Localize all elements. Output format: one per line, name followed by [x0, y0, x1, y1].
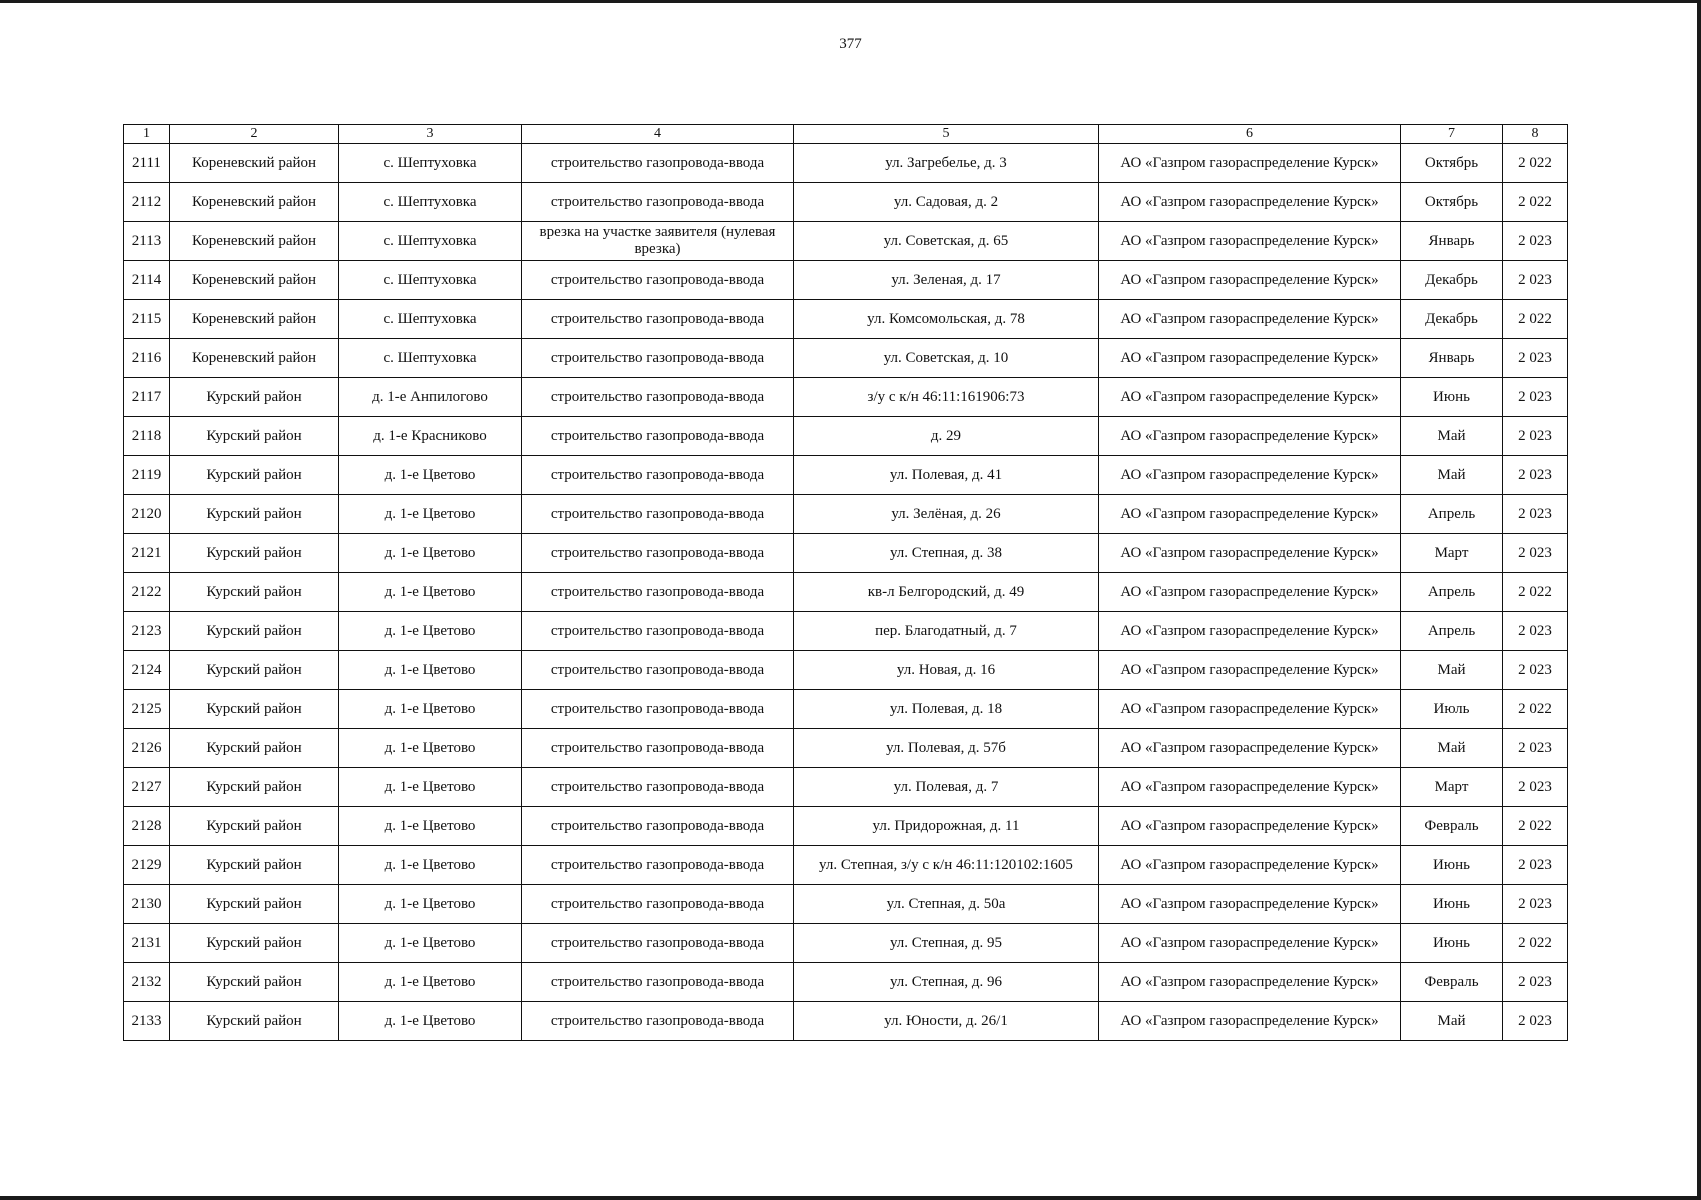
row-number: 2121: [124, 534, 170, 573]
year-cell: 2 023: [1503, 885, 1568, 924]
address-cell: ул. Советская, д. 10: [794, 339, 1099, 378]
gasification-schedule-table: [123, 124, 1568, 1041]
settlement-cell: д. 1-е Цветово: [339, 885, 522, 924]
settlement-cell: с. Шептуховка: [339, 339, 522, 378]
organization-cell: АО «Газпром газораспределение Курск»: [1099, 924, 1401, 963]
work-type-cell: врезка на участке заявителя (нулевая врезка): [522, 222, 794, 261]
settlement-cell: д. 1-е Цветово: [339, 690, 522, 729]
row-number: 2124: [124, 651, 170, 690]
table-row: [124, 183, 1568, 222]
address-cell: ул. Новая, д. 16: [794, 651, 1099, 690]
table-row: [124, 495, 1568, 534]
settlement-cell: с. Шептуховка: [339, 222, 522, 261]
district-cell: Курский район: [170, 768, 339, 807]
address-cell: ул. Придорожная, д. 11: [794, 807, 1099, 846]
district-cell: Кореневский район: [170, 222, 339, 261]
settlement-cell: д. 1-е Цветово: [339, 924, 522, 963]
row-number: 2126: [124, 729, 170, 768]
settlement-cell: д. 1-е Цветово: [339, 573, 522, 612]
table-row: [124, 1002, 1568, 1041]
address-cell: ул. Степная, д. 38: [794, 534, 1099, 573]
address-cell: ул. Полевая, д. 18: [794, 690, 1099, 729]
table-row: [124, 885, 1568, 924]
work-type-cell: строительство газопровода-ввода: [522, 417, 794, 456]
scan-border-bottom: [0, 1196, 1701, 1200]
organization-cell: АО «Газпром газораспределение Курск»: [1099, 378, 1401, 417]
address-cell: ул. Зеленая, д. 17: [794, 261, 1099, 300]
organization-cell: АО «Газпром газораспределение Курск»: [1099, 690, 1401, 729]
address-cell: ул. Комсомольская, д. 78: [794, 300, 1099, 339]
address-cell: пер. Благодатный, д. 7: [794, 612, 1099, 651]
month-cell: Июнь: [1401, 378, 1503, 417]
table-row: [124, 456, 1568, 495]
month-cell: Май: [1401, 729, 1503, 768]
address-cell: з/у с к/н 46:11:161906:73: [794, 378, 1099, 417]
column-number: 8: [1503, 125, 1568, 144]
page-number: 377: [839, 36, 862, 52]
work-type-cell: строительство газопровода-ввода: [522, 924, 794, 963]
organization-cell: АО «Газпром газораспределение Курск»: [1099, 1002, 1401, 1041]
organization-cell: АО «Газпром газораспределение Курск»: [1099, 417, 1401, 456]
month-cell: Май: [1401, 651, 1503, 690]
month-cell: Февраль: [1401, 807, 1503, 846]
table-row: [124, 261, 1568, 300]
year-cell: 2 022: [1503, 573, 1568, 612]
address-cell: ул. Полевая, д. 41: [794, 456, 1099, 495]
table-row: [124, 963, 1568, 1002]
row-number: 2116: [124, 339, 170, 378]
month-cell: Июнь: [1401, 924, 1503, 963]
table-row: [124, 846, 1568, 885]
row-number: 2123: [124, 612, 170, 651]
year-cell: 2 023: [1503, 768, 1568, 807]
year-cell: 2 022: [1503, 690, 1568, 729]
year-cell: 2 023: [1503, 456, 1568, 495]
work-type-cell: строительство газопровода-ввода: [522, 963, 794, 1002]
row-number: 2127: [124, 768, 170, 807]
table-row: [124, 768, 1568, 807]
work-type-cell: строительство газопровода-ввода: [522, 378, 794, 417]
row-number: 2129: [124, 846, 170, 885]
scan-border-right: [1697, 0, 1701, 1200]
work-type-cell: строительство газопровода-ввода: [522, 183, 794, 222]
organization-cell: АО «Газпром газораспределение Курск»: [1099, 300, 1401, 339]
settlement-cell: д. 1-е Цветово: [339, 729, 522, 768]
month-cell: Май: [1401, 1002, 1503, 1041]
organization-cell: АО «Газпром газораспределение Курск»: [1099, 651, 1401, 690]
table-row: [124, 378, 1568, 417]
column-number: 4: [522, 125, 794, 144]
address-cell: ул. Загребелье, д. 3: [794, 144, 1099, 183]
year-cell: 2 022: [1503, 300, 1568, 339]
table-row: [124, 573, 1568, 612]
district-cell: Кореневский район: [170, 144, 339, 183]
district-cell: Курский район: [170, 612, 339, 651]
settlement-cell: с. Шептуховка: [339, 144, 522, 183]
row-number: 2115: [124, 300, 170, 339]
row-number: 2128: [124, 807, 170, 846]
address-cell: ул. Полевая, д. 57б: [794, 729, 1099, 768]
settlement-cell: д. 1-е Цветово: [339, 495, 522, 534]
row-number: 2112: [124, 183, 170, 222]
district-cell: Курский район: [170, 573, 339, 612]
district-cell: Курский район: [170, 378, 339, 417]
address-cell: ул. Советская, д. 65: [794, 222, 1099, 261]
year-cell: 2 023: [1503, 534, 1568, 573]
column-number: 3: [339, 125, 522, 144]
address-cell: ул. Степная, д. 96: [794, 963, 1099, 1002]
table-row: [124, 222, 1568, 261]
settlement-cell: д. 1-е Цветово: [339, 846, 522, 885]
column-number: 6: [1099, 125, 1401, 144]
year-cell: 2 022: [1503, 924, 1568, 963]
row-number: 2111: [124, 144, 170, 183]
organization-cell: АО «Газпром газораспределение Курск»: [1099, 768, 1401, 807]
address-cell: ул. Степная, з/у с к/н 46:11:120102:1605: [794, 846, 1099, 885]
year-cell: 2 023: [1503, 417, 1568, 456]
district-cell: Курский район: [170, 885, 339, 924]
address-cell: ул. Юности, д. 26/1: [794, 1002, 1099, 1041]
table-row: [124, 924, 1568, 963]
work-type-cell: строительство газопровода-ввода: [522, 690, 794, 729]
month-cell: Октябрь: [1401, 144, 1503, 183]
year-cell: 2 022: [1503, 807, 1568, 846]
work-type-cell: строительство газопровода-ввода: [522, 846, 794, 885]
organization-cell: АО «Газпром газораспределение Курск»: [1099, 261, 1401, 300]
table-row: [124, 339, 1568, 378]
row-number: 2132: [124, 963, 170, 1002]
settlement-cell: д. 1-е Цветово: [339, 807, 522, 846]
column-number: 7: [1401, 125, 1503, 144]
year-cell: 2 023: [1503, 222, 1568, 261]
table-header: [124, 125, 1568, 144]
table-row: [124, 807, 1568, 846]
work-type-cell: строительство газопровода-ввода: [522, 651, 794, 690]
table-row: [124, 612, 1568, 651]
settlement-cell: с. Шептуховка: [339, 300, 522, 339]
address-cell: ул. Зелёная, д. 26: [794, 495, 1099, 534]
work-type-cell: строительство газопровода-ввода: [522, 144, 794, 183]
settlement-cell: д. 1-е Анпилогово: [339, 378, 522, 417]
district-cell: Курский район: [170, 807, 339, 846]
address-cell: кв-л Белгородский, д. 49: [794, 573, 1099, 612]
row-number: 2125: [124, 690, 170, 729]
table-row: [124, 300, 1568, 339]
organization-cell: АО «Газпром газораспределение Курск»: [1099, 573, 1401, 612]
year-cell: 2 023: [1503, 261, 1568, 300]
work-type-cell: строительство газопровода-ввода: [522, 573, 794, 612]
work-type-cell: строительство газопровода-ввода: [522, 807, 794, 846]
district-cell: Кореневский район: [170, 339, 339, 378]
address-cell: ул. Степная, д. 50а: [794, 885, 1099, 924]
month-cell: Октябрь: [1401, 183, 1503, 222]
settlement-cell: д. 1-е Цветово: [339, 1002, 522, 1041]
organization-cell: АО «Газпром газораспределение Курск»: [1099, 495, 1401, 534]
address-cell: д. 29: [794, 417, 1099, 456]
row-number: 2131: [124, 924, 170, 963]
work-type-cell: строительство газопровода-ввода: [522, 339, 794, 378]
district-cell: Курский район: [170, 924, 339, 963]
year-cell: 2 023: [1503, 495, 1568, 534]
settlement-cell: д. 1-е Цветово: [339, 612, 522, 651]
month-cell: Январь: [1401, 222, 1503, 261]
organization-cell: АО «Газпром газораспределение Курск»: [1099, 183, 1401, 222]
month-cell: Апрель: [1401, 495, 1503, 534]
address-cell: ул. Садовая, д. 2: [794, 183, 1099, 222]
organization-cell: АО «Газпром газораспределение Курск»: [1099, 339, 1401, 378]
work-type-cell: строительство газопровода-ввода: [522, 534, 794, 573]
table-row: [124, 690, 1568, 729]
year-cell: 2 023: [1503, 651, 1568, 690]
month-cell: Апрель: [1401, 573, 1503, 612]
month-cell: Декабрь: [1401, 261, 1503, 300]
work-type-cell: строительство газопровода-ввода: [522, 768, 794, 807]
table-row: [124, 729, 1568, 768]
organization-cell: АО «Газпром газораспределение Курск»: [1099, 729, 1401, 768]
organization-cell: АО «Газпром газораспределение Курск»: [1099, 807, 1401, 846]
work-type-cell: строительство газопровода-ввода: [522, 300, 794, 339]
table-row: [124, 534, 1568, 573]
district-cell: Курский район: [170, 417, 339, 456]
month-cell: Март: [1401, 768, 1503, 807]
district-cell: Кореневский район: [170, 261, 339, 300]
work-type-cell: строительство газопровода-ввода: [522, 729, 794, 768]
year-cell: 2 023: [1503, 963, 1568, 1002]
month-cell: Февраль: [1401, 963, 1503, 1002]
scan-border-top: [0, 0, 1701, 3]
settlement-cell: д. 1-е Цветово: [339, 456, 522, 495]
work-type-cell: строительство газопровода-ввода: [522, 885, 794, 924]
month-cell: Апрель: [1401, 612, 1503, 651]
settlement-cell: д. 1-е Цветово: [339, 768, 522, 807]
district-cell: Курский район: [170, 846, 339, 885]
organization-cell: АО «Газпром газораспределение Курск»: [1099, 534, 1401, 573]
district-cell: Курский район: [170, 495, 339, 534]
year-cell: 2 023: [1503, 339, 1568, 378]
column-number-row: [124, 125, 1568, 144]
work-type-cell: строительство газопровода-ввода: [522, 495, 794, 534]
table-body: [124, 144, 1568, 1041]
organization-cell: АО «Газпром газораспределение Курск»: [1099, 963, 1401, 1002]
organization-cell: АО «Газпром газораспределение Курск»: [1099, 846, 1401, 885]
column-number: 5: [794, 125, 1099, 144]
address-cell: ул. Полевая, д. 7: [794, 768, 1099, 807]
row-number: 2118: [124, 417, 170, 456]
row-number: 2130: [124, 885, 170, 924]
district-cell: Курский район: [170, 690, 339, 729]
month-cell: Март: [1401, 534, 1503, 573]
year-cell: 2 023: [1503, 378, 1568, 417]
settlement-cell: с. Шептуховка: [339, 183, 522, 222]
year-cell: 2 022: [1503, 144, 1568, 183]
organization-cell: АО «Газпром газораспределение Курск»: [1099, 885, 1401, 924]
district-cell: Кореневский район: [170, 300, 339, 339]
district-cell: Курский район: [170, 651, 339, 690]
work-type-cell: строительство газопровода-ввода: [522, 261, 794, 300]
month-cell: Июль: [1401, 690, 1503, 729]
year-cell: 2 023: [1503, 846, 1568, 885]
row-number: 2119: [124, 456, 170, 495]
organization-cell: АО «Газпром газораспределение Курск»: [1099, 144, 1401, 183]
table-row: [124, 144, 1568, 183]
address-cell: ул. Степная, д. 95: [794, 924, 1099, 963]
work-type-cell: строительство газопровода-ввода: [522, 612, 794, 651]
organization-cell: АО «Газпром газораспределение Курск»: [1099, 612, 1401, 651]
district-cell: Курский район: [170, 534, 339, 573]
year-cell: 2 023: [1503, 1002, 1568, 1041]
organization-cell: АО «Газпром газораспределение Курск»: [1099, 222, 1401, 261]
row-number: 2113: [124, 222, 170, 261]
month-cell: Май: [1401, 456, 1503, 495]
district-cell: Курский район: [170, 1002, 339, 1041]
settlement-cell: д. 1-е Цветово: [339, 651, 522, 690]
year-cell: 2 023: [1503, 729, 1568, 768]
district-cell: Кореневский район: [170, 183, 339, 222]
table-row: [124, 651, 1568, 690]
month-cell: Июнь: [1401, 846, 1503, 885]
settlement-cell: д. 1-е Цветово: [339, 963, 522, 1002]
row-number: 2117: [124, 378, 170, 417]
organization-cell: АО «Газпром газораспределение Курск»: [1099, 456, 1401, 495]
settlement-cell: с. Шептуховка: [339, 261, 522, 300]
month-cell: Май: [1401, 417, 1503, 456]
year-cell: 2 022: [1503, 183, 1568, 222]
table-row: [124, 417, 1568, 456]
settlement-cell: д. 1-е Цветово: [339, 534, 522, 573]
work-type-cell: строительство газопровода-ввода: [522, 456, 794, 495]
month-cell: Декабрь: [1401, 300, 1503, 339]
district-cell: Курский район: [170, 456, 339, 495]
row-number: 2122: [124, 573, 170, 612]
month-cell: Январь: [1401, 339, 1503, 378]
work-type-cell: строительство газопровода-ввода: [522, 1002, 794, 1041]
year-cell: 2 023: [1503, 612, 1568, 651]
month-cell: Июнь: [1401, 885, 1503, 924]
column-number: 1: [124, 125, 170, 144]
district-cell: Курский район: [170, 729, 339, 768]
settlement-cell: д. 1-е Красниково: [339, 417, 522, 456]
row-number: 2133: [124, 1002, 170, 1041]
row-number: 2114: [124, 261, 170, 300]
row-number: 2120: [124, 495, 170, 534]
district-cell: Курский район: [170, 963, 339, 1002]
column-number: 2: [170, 125, 339, 144]
